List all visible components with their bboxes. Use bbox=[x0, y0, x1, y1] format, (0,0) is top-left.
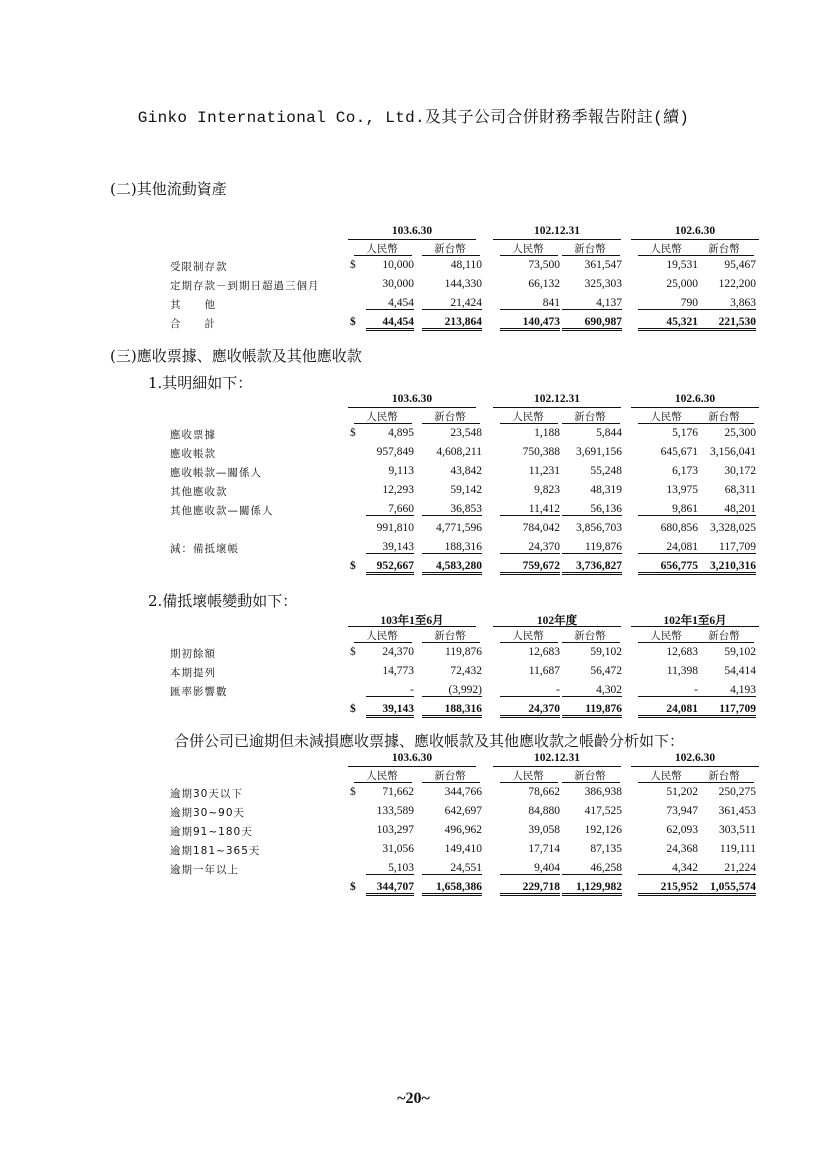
amount-cell: 5,103 bbox=[366, 862, 414, 875]
currency-header-rule bbox=[354, 782, 412, 783]
row-label: 應收票據 bbox=[170, 429, 216, 441]
amount-cell: 119,876 bbox=[562, 541, 622, 554]
amount-cell: 30,000 bbox=[382, 278, 414, 290]
table-row bbox=[170, 520, 760, 538]
currency-header-rule bbox=[696, 642, 754, 643]
table-row bbox=[170, 314, 760, 332]
currency-header: 人民幣 bbox=[366, 630, 398, 642]
currency-header-rule bbox=[562, 642, 620, 643]
page-number: ~20~ bbox=[397, 1090, 430, 1107]
period-header-rule bbox=[348, 626, 476, 627]
dollar-sign: $ bbox=[350, 703, 356, 715]
currency-header: 人民幣 bbox=[512, 770, 544, 782]
amount-cell: - bbox=[638, 684, 698, 697]
amount-cell: 12,293 bbox=[382, 484, 414, 496]
amount-cell: 4,608,211 bbox=[436, 446, 482, 458]
currency-header-rule bbox=[500, 782, 558, 783]
amount-cell: 303,511 bbox=[719, 824, 756, 836]
amount-cell: 133,589 bbox=[376, 805, 414, 817]
row-label: 應收帳款—關係人 bbox=[170, 467, 262, 479]
row-label: 期初餘額 bbox=[170, 648, 216, 660]
period-header: 102年1至6月 bbox=[663, 615, 727, 627]
amount-cell: 73,947 bbox=[666, 805, 698, 817]
amount-cell: 59,102 bbox=[724, 646, 756, 658]
amount-cell: 250,275 bbox=[718, 786, 756, 798]
amount-cell: 642,697 bbox=[444, 805, 482, 817]
amount-cell: 4,137 bbox=[562, 297, 622, 310]
currency-header: 人民幣 bbox=[650, 243, 682, 255]
row-label: 逾期30天以下 bbox=[170, 788, 243, 800]
currency-header-rule bbox=[638, 423, 696, 424]
table-row bbox=[170, 276, 760, 294]
table-row bbox=[170, 701, 760, 719]
amount-cell: 119,876 bbox=[562, 703, 622, 718]
period-header: 103.6.30 bbox=[391, 752, 433, 764]
amount-cell: 11,687 bbox=[528, 665, 560, 677]
amount-cell: 72,432 bbox=[450, 665, 482, 677]
amount-cell: 3,856,703 bbox=[576, 522, 622, 534]
amount-cell: 361,547 bbox=[584, 259, 622, 271]
table-row bbox=[170, 463, 760, 481]
period-header-rule bbox=[631, 626, 759, 627]
currency-header-rule bbox=[562, 423, 620, 424]
amount-cell: 645,671 bbox=[660, 446, 698, 458]
amount-cell: 188,316 bbox=[422, 703, 482, 718]
currency-header-rule bbox=[638, 642, 696, 643]
currency-header-rule bbox=[696, 423, 754, 424]
amount-cell: 48,110 bbox=[450, 259, 482, 271]
amount-cell: 656,775 bbox=[638, 560, 698, 575]
currency-header: 新台幣 bbox=[434, 770, 466, 782]
period-header: 103年1至6月 bbox=[380, 615, 444, 627]
amount-cell: 66,132 bbox=[528, 278, 560, 290]
amount-cell: 496,962 bbox=[444, 824, 482, 836]
table-row bbox=[170, 539, 760, 557]
amount-cell: 4,583,280 bbox=[422, 560, 482, 575]
amount-cell: 84,880 bbox=[528, 805, 560, 817]
amount-cell: 750,388 bbox=[522, 446, 560, 458]
amount-cell: 991,810 bbox=[376, 522, 414, 534]
row-label: 逾期一年以上 bbox=[170, 864, 239, 876]
currency-header: 人民幣 bbox=[366, 411, 398, 423]
row-label: 合 計 bbox=[170, 318, 216, 330]
aging-note: 合併公司已逾期但未減損應收票據、應收帳款及其他應收款之帳齡分析如下： bbox=[174, 732, 685, 750]
period-header: 102.12.31 bbox=[534, 752, 580, 764]
amount-cell: 3,736,827 bbox=[562, 560, 622, 575]
currency-header-rule bbox=[500, 423, 558, 424]
amount-cell: 144,330 bbox=[444, 278, 482, 290]
amount-cell: 56,136 bbox=[562, 503, 622, 516]
amount-cell: 122,200 bbox=[718, 278, 756, 290]
period-header: 102.6.30 bbox=[674, 752, 716, 764]
amount-cell: 759,672 bbox=[500, 560, 560, 575]
period-header-rule bbox=[348, 766, 476, 767]
currency-header-rule bbox=[638, 255, 696, 256]
subheading-allowance: 2.備抵壞帳變動如下： bbox=[148, 592, 298, 610]
amount-cell: 71,662 bbox=[382, 786, 414, 798]
table-row bbox=[170, 295, 760, 313]
amount-cell: 3,691,156 bbox=[576, 446, 622, 458]
period-header-rule bbox=[631, 239, 759, 240]
amount-cell: 841 bbox=[500, 297, 560, 310]
dollar-sign: $ bbox=[350, 786, 356, 798]
period-header-rule bbox=[348, 407, 476, 408]
row-label: 逾期30~90天 bbox=[170, 807, 246, 819]
amount-cell: 10,000 bbox=[382, 259, 414, 271]
period-header-rule bbox=[631, 766, 759, 767]
table-row bbox=[170, 860, 760, 878]
amount-cell: 11,398 bbox=[666, 665, 698, 677]
amount-cell: 1,129,982 bbox=[562, 881, 622, 896]
table-row bbox=[170, 879, 760, 897]
currency-header-rule bbox=[422, 642, 480, 643]
amount-cell: 325,303 bbox=[584, 278, 622, 290]
currency-header-rule bbox=[562, 782, 620, 783]
table-row bbox=[170, 482, 760, 500]
amount-cell: 9,823 bbox=[534, 484, 560, 496]
amount-cell: 54,414 bbox=[724, 665, 756, 677]
amount-cell: 417,525 bbox=[584, 805, 622, 817]
dollar-sign: $ bbox=[350, 646, 356, 658]
currency-header: 人民幣 bbox=[512, 243, 544, 255]
amount-cell: 24,081 bbox=[638, 703, 698, 718]
currency-header: 新台幣 bbox=[574, 630, 606, 642]
row-label: 逾期181~365天 bbox=[170, 845, 261, 857]
amount-cell: 386,938 bbox=[584, 786, 622, 798]
table-row bbox=[170, 644, 760, 662]
period-header: 102.6.30 bbox=[674, 393, 716, 405]
currency-header: 新台幣 bbox=[434, 630, 466, 642]
amount-cell: 44,454 bbox=[366, 316, 414, 331]
period-header: 102年度 bbox=[536, 615, 578, 627]
row-label: 匯率影響數 bbox=[170, 686, 228, 698]
table-row bbox=[170, 841, 760, 859]
currency-header-rule bbox=[638, 782, 696, 783]
period-header: 102.12.31 bbox=[534, 225, 580, 237]
table-row bbox=[170, 558, 760, 576]
table-row bbox=[170, 501, 760, 519]
section-heading-other-current-assets: (二)其他流動資產 bbox=[110, 180, 227, 198]
row-label: 減：備抵壞帳 bbox=[170, 543, 239, 555]
table-row bbox=[170, 425, 760, 443]
currency-header-rule bbox=[500, 642, 558, 643]
amount-cell: 12,683 bbox=[528, 646, 560, 658]
currency-header: 人民幣 bbox=[512, 411, 544, 423]
amount-cell: 31,056 bbox=[382, 843, 414, 855]
currency-header: 新台幣 bbox=[708, 411, 740, 423]
amount-cell: 3,156,041 bbox=[710, 446, 756, 458]
amount-cell: 361,453 bbox=[718, 805, 756, 817]
amount-cell: 48,201 bbox=[696, 503, 756, 516]
amount-cell: 952,667 bbox=[366, 560, 414, 575]
amount-cell: 46,258 bbox=[562, 862, 622, 875]
amount-cell: 17,714 bbox=[528, 843, 560, 855]
amount-cell: 4,193 bbox=[696, 684, 756, 697]
subheading-receivables-detail: 1.其明細如下： bbox=[148, 374, 253, 392]
row-label: 定期存款－到期日超過三個月 bbox=[170, 280, 320, 292]
row-label: 其他應收款 bbox=[170, 486, 228, 498]
currency-header-rule bbox=[696, 782, 754, 783]
amount-cell: 1,188 bbox=[534, 427, 560, 439]
amount-cell: 3,328,025 bbox=[710, 522, 756, 534]
period-header-rule bbox=[631, 407, 759, 408]
amount-cell: 59,142 bbox=[450, 484, 482, 496]
amount-cell: 25,000 bbox=[666, 278, 698, 290]
currency-header: 新台幣 bbox=[708, 630, 740, 642]
table-row bbox=[170, 682, 760, 700]
amount-cell: 5,176 bbox=[672, 427, 698, 439]
amount-cell: 43,842 bbox=[450, 465, 482, 477]
amount-cell: 24,370 bbox=[500, 541, 560, 554]
amount-cell: 24,551 bbox=[422, 862, 482, 875]
amount-cell: 790 bbox=[638, 297, 698, 310]
amount-cell: 784,042 bbox=[522, 522, 560, 534]
amount-cell: 11,231 bbox=[528, 465, 560, 477]
amount-cell: 6,173 bbox=[672, 465, 698, 477]
row-label: 其 他 bbox=[170, 299, 216, 311]
dollar-sign: $ bbox=[350, 881, 356, 893]
amount-cell: 215,952 bbox=[638, 881, 698, 896]
amount-cell: 68,311 bbox=[724, 484, 756, 496]
amount-cell: 73,500 bbox=[528, 259, 560, 271]
amount-cell: 14,773 bbox=[382, 665, 414, 677]
currency-header-rule bbox=[562, 255, 620, 256]
dollar-sign: $ bbox=[350, 259, 356, 271]
amount-cell: 4,454 bbox=[366, 297, 414, 310]
section-heading-receivables: (三)應收票據、應收帳款及其他應收款 bbox=[110, 347, 362, 365]
amount-cell: 7,660 bbox=[366, 503, 414, 516]
period-header: 102.6.30 bbox=[674, 225, 716, 237]
currency-header-rule bbox=[500, 255, 558, 256]
amount-cell: 45,321 bbox=[638, 316, 698, 331]
currency-header-rule bbox=[422, 782, 480, 783]
row-label: 受限制存款 bbox=[170, 261, 228, 273]
row-label: 應收帳款 bbox=[170, 448, 216, 460]
amount-cell: 19,531 bbox=[666, 259, 698, 271]
amount-cell: 39,143 bbox=[366, 541, 414, 554]
table-row bbox=[170, 822, 760, 840]
currency-header: 人民幣 bbox=[650, 630, 682, 642]
amount-cell: 95,467 bbox=[724, 259, 756, 271]
amount-cell: 13,975 bbox=[666, 484, 698, 496]
amount-cell: 149,410 bbox=[444, 843, 482, 855]
period-header: 102.12.31 bbox=[534, 393, 580, 405]
amount-cell: 39,058 bbox=[528, 824, 560, 836]
amount-cell: 3,210,316 bbox=[696, 560, 756, 575]
amount-cell: 140,473 bbox=[500, 316, 560, 331]
amount-cell: 78,662 bbox=[528, 786, 560, 798]
currency-header: 人民幣 bbox=[366, 770, 398, 782]
period-header: 103.6.30 bbox=[391, 225, 433, 237]
amount-cell: 25,300 bbox=[724, 427, 756, 439]
amount-cell: 56,472 bbox=[590, 665, 622, 677]
amount-cell: 3,863 bbox=[696, 297, 756, 310]
currency-header: 新台幣 bbox=[574, 411, 606, 423]
dollar-sign: $ bbox=[350, 427, 356, 439]
amount-cell: 11,412 bbox=[500, 503, 560, 516]
amount-cell: 87,135 bbox=[590, 843, 622, 855]
amount-cell: 119,111 bbox=[719, 843, 756, 855]
currency-header: 新台幣 bbox=[434, 243, 466, 255]
amount-cell: 229,718 bbox=[500, 881, 560, 896]
amount-cell: 117,709 bbox=[696, 541, 756, 554]
amount-cell: 344,707 bbox=[366, 881, 414, 896]
currency-header: 人民幣 bbox=[512, 630, 544, 642]
amount-cell: 9,861 bbox=[638, 503, 698, 516]
amount-cell: 24,368 bbox=[666, 843, 698, 855]
amount-cell: 4,302 bbox=[562, 684, 622, 697]
table-row bbox=[170, 257, 760, 275]
currency-header: 新台幣 bbox=[574, 243, 606, 255]
currency-header: 新台幣 bbox=[434, 411, 466, 423]
period-header: 103.6.30 bbox=[391, 393, 433, 405]
currency-header: 人民幣 bbox=[366, 243, 398, 255]
period-header-rule bbox=[348, 239, 476, 240]
amount-cell: 4,895 bbox=[388, 427, 414, 439]
table-row bbox=[170, 784, 760, 802]
period-header-rule bbox=[493, 407, 621, 408]
currency-header: 人民幣 bbox=[650, 770, 682, 782]
amount-cell: 59,102 bbox=[590, 646, 622, 658]
amount-cell: 24,370 bbox=[382, 646, 414, 658]
amount-cell: 51,202 bbox=[666, 786, 698, 798]
currency-header: 新台幣 bbox=[708, 243, 740, 255]
row-label: 逾期91~180天 bbox=[170, 826, 253, 838]
amount-cell: 21,224 bbox=[696, 862, 756, 875]
amount-cell: 5,844 bbox=[596, 427, 622, 439]
amount-cell: 690,987 bbox=[562, 316, 622, 331]
period-header-rule bbox=[493, 766, 621, 767]
table-row bbox=[170, 663, 760, 681]
period-header-rule bbox=[493, 626, 621, 627]
amount-cell: 48,319 bbox=[590, 484, 622, 496]
amount-cell: 119,876 bbox=[445, 646, 482, 658]
amount-cell: 9,113 bbox=[388, 465, 414, 477]
amount-cell: 39,143 bbox=[366, 703, 414, 718]
amount-cell: 103,297 bbox=[376, 824, 414, 836]
amount-cell: 21,424 bbox=[422, 297, 482, 310]
period-header-rule bbox=[493, 239, 621, 240]
amount-cell: 12,683 bbox=[666, 646, 698, 658]
dollar-sign: $ bbox=[350, 560, 356, 572]
currency-header: 新台幣 bbox=[574, 770, 606, 782]
amount-cell: 680,856 bbox=[660, 522, 698, 534]
currency-header: 人民幣 bbox=[650, 411, 682, 423]
amount-cell: 221,530 bbox=[696, 316, 756, 331]
amount-cell: 36,853 bbox=[422, 503, 482, 516]
amount-cell: 4,342 bbox=[638, 862, 698, 875]
amount-cell: 344,766 bbox=[444, 786, 482, 798]
currency-header-rule bbox=[354, 423, 412, 424]
currency-header: 新台幣 bbox=[708, 770, 740, 782]
amount-cell: 1,658,386 bbox=[422, 881, 482, 896]
currency-header-rule bbox=[354, 255, 412, 256]
amount-cell: 55,248 bbox=[590, 465, 622, 477]
page-header: Ginko International Co., Ltd.及其子公司合併財務季報告附註(續) bbox=[137, 109, 690, 127]
amount-cell: 24,081 bbox=[638, 541, 698, 554]
amount-cell: 117,709 bbox=[696, 703, 756, 718]
amount-cell: 62,093 bbox=[666, 824, 698, 836]
amount-cell: 188,316 bbox=[422, 541, 482, 554]
row-label: 本期提列 bbox=[170, 667, 216, 679]
table-row bbox=[170, 803, 760, 821]
currency-header-rule bbox=[696, 255, 754, 256]
currency-header-rule bbox=[422, 423, 480, 424]
table-row bbox=[170, 444, 760, 462]
amount-cell: - bbox=[366, 684, 414, 697]
amount-cell: 9,404 bbox=[500, 862, 560, 875]
amount-cell: 1,055,574 bbox=[696, 881, 756, 896]
currency-header-rule bbox=[354, 642, 412, 643]
amount-cell: 30,172 bbox=[724, 465, 756, 477]
amount-cell: 4,771,596 bbox=[436, 522, 482, 534]
amount-cell: 213,864 bbox=[422, 316, 482, 331]
amount-cell: - bbox=[500, 684, 560, 697]
dollar-sign: $ bbox=[350, 316, 356, 328]
amount-cell: (3,992) bbox=[422, 684, 482, 697]
currency-header-rule bbox=[422, 255, 480, 256]
row-label: 其他應收款—關係人 bbox=[170, 505, 274, 517]
amount-cell: 23,548 bbox=[450, 427, 482, 439]
amount-cell: 192,126 bbox=[584, 824, 622, 836]
amount-cell: 957,849 bbox=[376, 446, 414, 458]
amount-cell: 24,370 bbox=[500, 703, 560, 718]
